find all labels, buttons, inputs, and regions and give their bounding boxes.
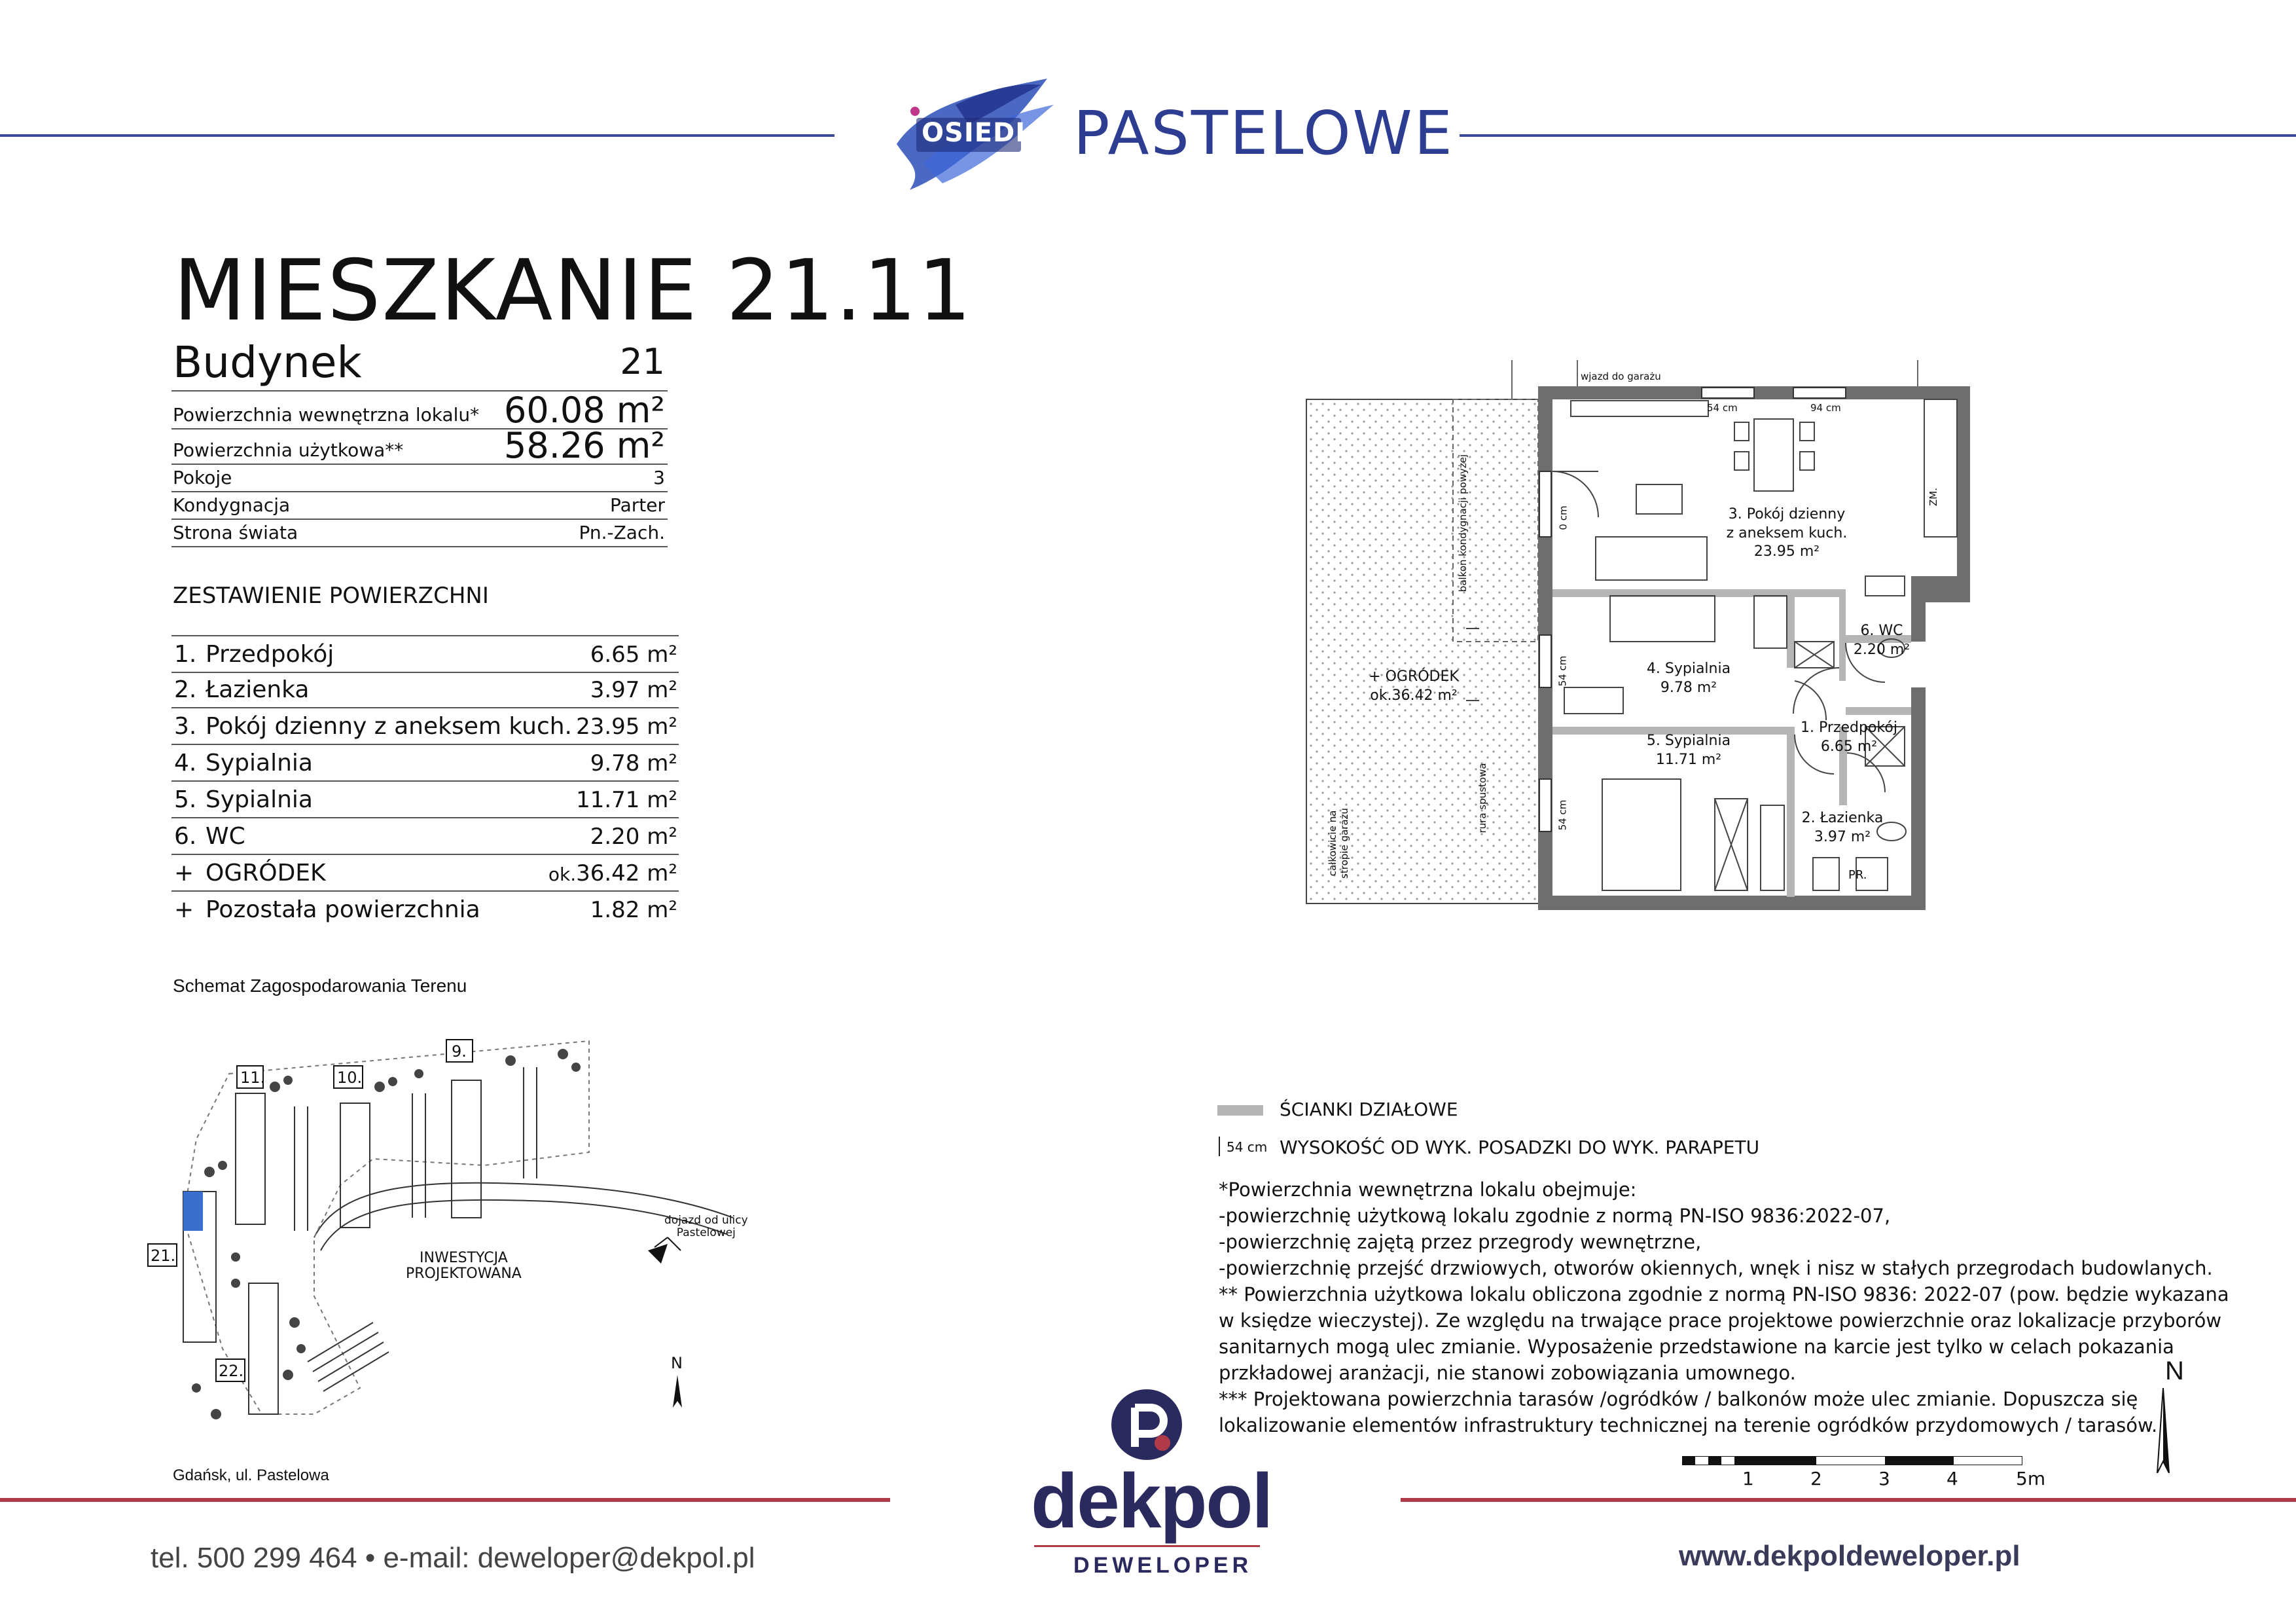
dekpol-underline (1034, 1545, 1260, 1547)
access-label (664, 1214, 748, 1239)
building-10-label: 10. (337, 1068, 363, 1087)
summary-row (171, 818, 679, 855)
row-area (590, 677, 677, 703)
orientation-label: Strona świata (173, 522, 298, 543)
header-rule-left (0, 134, 834, 137)
floor-label: Kondygnacja (173, 494, 291, 516)
sill-label-top-2: 94 cm (1810, 402, 1841, 414)
note-line: ** Powierzchnia użytkowa lokalu obliczona zgodnie z normą PN-ISO 9836: 2022-07 (pow. będzie wykazana (1219, 1283, 2229, 1305)
row-name: OGRÓDEK (206, 860, 326, 886)
floor-row (171, 491, 668, 520)
floor-value: Parter (609, 494, 665, 516)
investment-label-line1: INWESTYCJA (420, 1250, 508, 1266)
room-4-name: 4. Sypialnia (1646, 661, 1731, 677)
room-6-label (1849, 622, 1914, 659)
summary-row (171, 782, 679, 818)
usable-area-label: Powierzchnia użytkowa** (173, 439, 404, 461)
sill-label-bedroom-5: 54 cm (1556, 799, 1569, 831)
contact-info[interactable]: tel. 500 299 464 • e-mail: deweloper@dekpol.pl (151, 1542, 755, 1574)
row-area (590, 897, 677, 923)
room-3-name-2: z aneksem kuch. (1726, 524, 1848, 541)
room-2-label (1797, 809, 1888, 847)
garage-entry-label: wjazd do garażu (1581, 371, 1661, 382)
balcony-note: balkon kondygnacji powyżej (1457, 454, 1469, 593)
row-area (590, 824, 677, 850)
room-3-label (1721, 505, 1852, 562)
scale-label-5: 5m (2016, 1468, 2046, 1489)
row-area-value: 11.71 m² (576, 787, 677, 813)
slab-note-line1: całkowicie na (1327, 810, 1338, 877)
legend-sill-sample: 54 cm (1227, 1139, 1268, 1155)
drain-note: rura spustowa (1477, 763, 1488, 833)
building-21-label: 21. (151, 1247, 176, 1265)
scale-bar (1682, 1456, 2022, 1465)
slab-note (1327, 794, 1350, 892)
room-3-area: 23.95 m² (1753, 543, 1820, 560)
building-value: 21 (620, 341, 665, 382)
building-9-label: 9. (452, 1042, 467, 1061)
internal-area-label: Powierzchnia wewnętrzna lokalu* (173, 404, 480, 426)
garden-label-line1: + OGRÓDEK (1369, 668, 1459, 685)
note-line: w księdze wieczystej). Ze względu na trwające prace projektowe powierzchnie oraz lokalizacje przyborów (1219, 1309, 2222, 1332)
building-22-label: 22. (219, 1362, 244, 1380)
note-line: -powierzchnię użytkową lokalu zgodnie z normą PN-ISO 9836:2022-07, (1219, 1205, 1891, 1227)
sill-label-balcony-door: 0 cm (1557, 505, 1570, 530)
website-link[interactable]: www.dekpoldeweloper.pl (1679, 1540, 2020, 1572)
sill-height-icon (1219, 1137, 1223, 1156)
row-number: + (174, 896, 194, 923)
orientation-value: Pn.-Zach. (579, 522, 665, 543)
room-6-name: 6. WC (1860, 623, 1903, 639)
slab-note-line2: stropie garażu (1338, 808, 1350, 879)
footer-rule-left (0, 1498, 890, 1502)
room-1-name: 1. Przedpokój (1801, 720, 1897, 736)
row-area (590, 750, 677, 776)
note-line: *** Projektowana powierzchnia tarasów /ogródków / balkonów może ulec zmianie. Dopuszcza się (1219, 1388, 2138, 1410)
row-name: Pokój dzienny z aneksem kuch. (206, 713, 573, 740)
osiedle-logo-text: OSIEDLE (922, 118, 1052, 148)
row-area-value: 3.97 m² (590, 677, 677, 703)
building-11-label: 11. (240, 1068, 266, 1087)
building-row (171, 337, 668, 390)
row-name: WC (206, 823, 245, 850)
room-1-area: 6.65 m² (1820, 738, 1878, 755)
legend-partition: ŚCIANKI DZIAŁOWE (1280, 1099, 1458, 1120)
partition-swatch (1217, 1105, 1263, 1116)
row-number: + (174, 860, 194, 886)
summary-row (171, 672, 679, 708)
room-1-label (1793, 719, 1905, 756)
row-area-value: 9.78 m² (590, 750, 677, 776)
sill-label-bedroom-4: 54 cm (1556, 655, 1569, 687)
row-area (548, 860, 677, 886)
rooms-label: Pokoje (173, 467, 232, 488)
room-5-label (1636, 732, 1741, 769)
room-5-area: 11.71 m² (1655, 751, 1722, 768)
room-3-name: 3. Pokój dzienny (1728, 506, 1846, 522)
north-label: N (2165, 1357, 2184, 1385)
summary-row (171, 855, 679, 892)
room-4-label (1636, 660, 1741, 697)
scale-label-4: 4 (1946, 1468, 1958, 1489)
row-number: 6. (174, 823, 197, 850)
row-name: Sypialnia (206, 750, 313, 776)
scale-label-1: 1 (1742, 1468, 1754, 1489)
garden-label-line2: ok.36.42 m² (1370, 687, 1458, 704)
scale-label-3: 3 (1878, 1468, 1890, 1489)
rooms-row (171, 464, 668, 492)
row-area (590, 642, 677, 668)
summary-row (171, 892, 679, 927)
row-area-value: 1.82 m² (590, 897, 677, 923)
north-arrow-icon (2153, 1388, 2173, 1473)
internal-area-value: 60.08 m² (503, 390, 665, 431)
room-2-area: 3.97 m² (1814, 828, 1871, 845)
site-plan-map (144, 1021, 766, 1440)
summary-row (171, 708, 679, 745)
usable-area-row (171, 427, 668, 465)
summary-title: ZESTAWIENIE POWIERZCHNI (173, 583, 489, 609)
header-rule-right (1460, 134, 2296, 137)
osiedle-logo (884, 65, 1067, 196)
note-line: *Powierzchnia wewnętrzna lokalu obejmuje: (1219, 1178, 1637, 1201)
site-plan-caption: Schemat Zagospodarowania Terenu (173, 976, 467, 996)
row-number: 2. (174, 676, 197, 703)
sill-label-top-1: 54 cm (1707, 402, 1738, 414)
row-name: Przedpokój (206, 641, 334, 668)
legend-sill-height: WYSOKOŚĆ OD WYK. POSADZKI DO WYK. PARAPETU (1280, 1137, 1760, 1158)
summary-row (171, 745, 679, 782)
zm-label: ZM. (1928, 488, 1939, 506)
dekpol-wordmark: dekpol (1031, 1458, 1272, 1544)
dekpol-logo-icon (1110, 1388, 1183, 1461)
room-5-name: 5. Sypialnia (1646, 733, 1731, 749)
scale-label-2: 2 (1810, 1468, 1822, 1489)
room-2-name: 2. Łazienka (1801, 810, 1884, 826)
usable-area-value: 58.26 m² (503, 425, 665, 466)
access-label-line2: Pastelowej (676, 1226, 736, 1239)
garden-label (1355, 668, 1473, 705)
apartment-title: MIESZKANIE 21.11 (173, 242, 973, 340)
note-line: -powierzchnię przejść drzwiowych, otworów okiennych, wnęk i nisz w stałych przegrodach budowlanych. (1219, 1257, 2213, 1279)
city-label: Gdańsk, ul. Pastelowa (173, 1467, 329, 1484)
pr-label: PR. (1848, 868, 1867, 882)
room-6-area: 2.20 m² (1853, 641, 1910, 658)
row-area-value: 36.42 m² (576, 860, 677, 886)
note-line: -powierzchnię zajętą przez przegrody wewnętrzne, (1219, 1231, 1702, 1253)
row-area-value: 6.65 m² (590, 642, 677, 668)
site-north-label: N (671, 1354, 683, 1372)
row-number: 4. (174, 750, 197, 776)
rooms-value: 3 (653, 467, 665, 488)
orientation-row (171, 519, 668, 547)
floor-plan (1302, 360, 1996, 910)
row-area (576, 787, 677, 813)
row-number: 3. (174, 713, 197, 740)
row-area-value: 2.20 m² (590, 824, 677, 850)
internal-area-row (171, 390, 668, 429)
row-number: 5. (174, 786, 197, 813)
note-line: przkładowej aranżacji, nie stanowi zobowiązania umownego. (1219, 1362, 1796, 1384)
row-area (576, 714, 677, 740)
investment-label (406, 1250, 522, 1282)
note-line: sanitarnych mogą ulec zmianie. Wyposażenie przedstawione na karcie jest tylko w celach pokazania (1219, 1336, 2174, 1358)
dekpol-subtitle: DEWELOPER (1073, 1553, 1253, 1578)
investment-label-line2: PROJEKTOWANA (406, 1266, 522, 1283)
row-number: 1. (174, 641, 197, 668)
brand-name: PASTELOWE (1073, 98, 1454, 168)
row-name: Pozostała powierzchnia (206, 896, 480, 923)
row-prefix: ok. (548, 864, 577, 885)
row-name: Sypialnia (206, 786, 313, 813)
row-name: Łazienka (206, 676, 310, 703)
footer-rule-right (1401, 1498, 2296, 1502)
access-label-line1: dojazd od ulicy (664, 1214, 748, 1227)
room-4-area: 9.78 m² (1660, 679, 1717, 696)
note-line: lokalizowanie elementów infrastruktury technicznej na terenie ogródków przydomowych / tarasów. (1219, 1414, 2158, 1436)
summary-row (171, 635, 679, 673)
row-area-value: 23.95 m² (576, 714, 677, 740)
building-label: Budynek (173, 337, 362, 388)
